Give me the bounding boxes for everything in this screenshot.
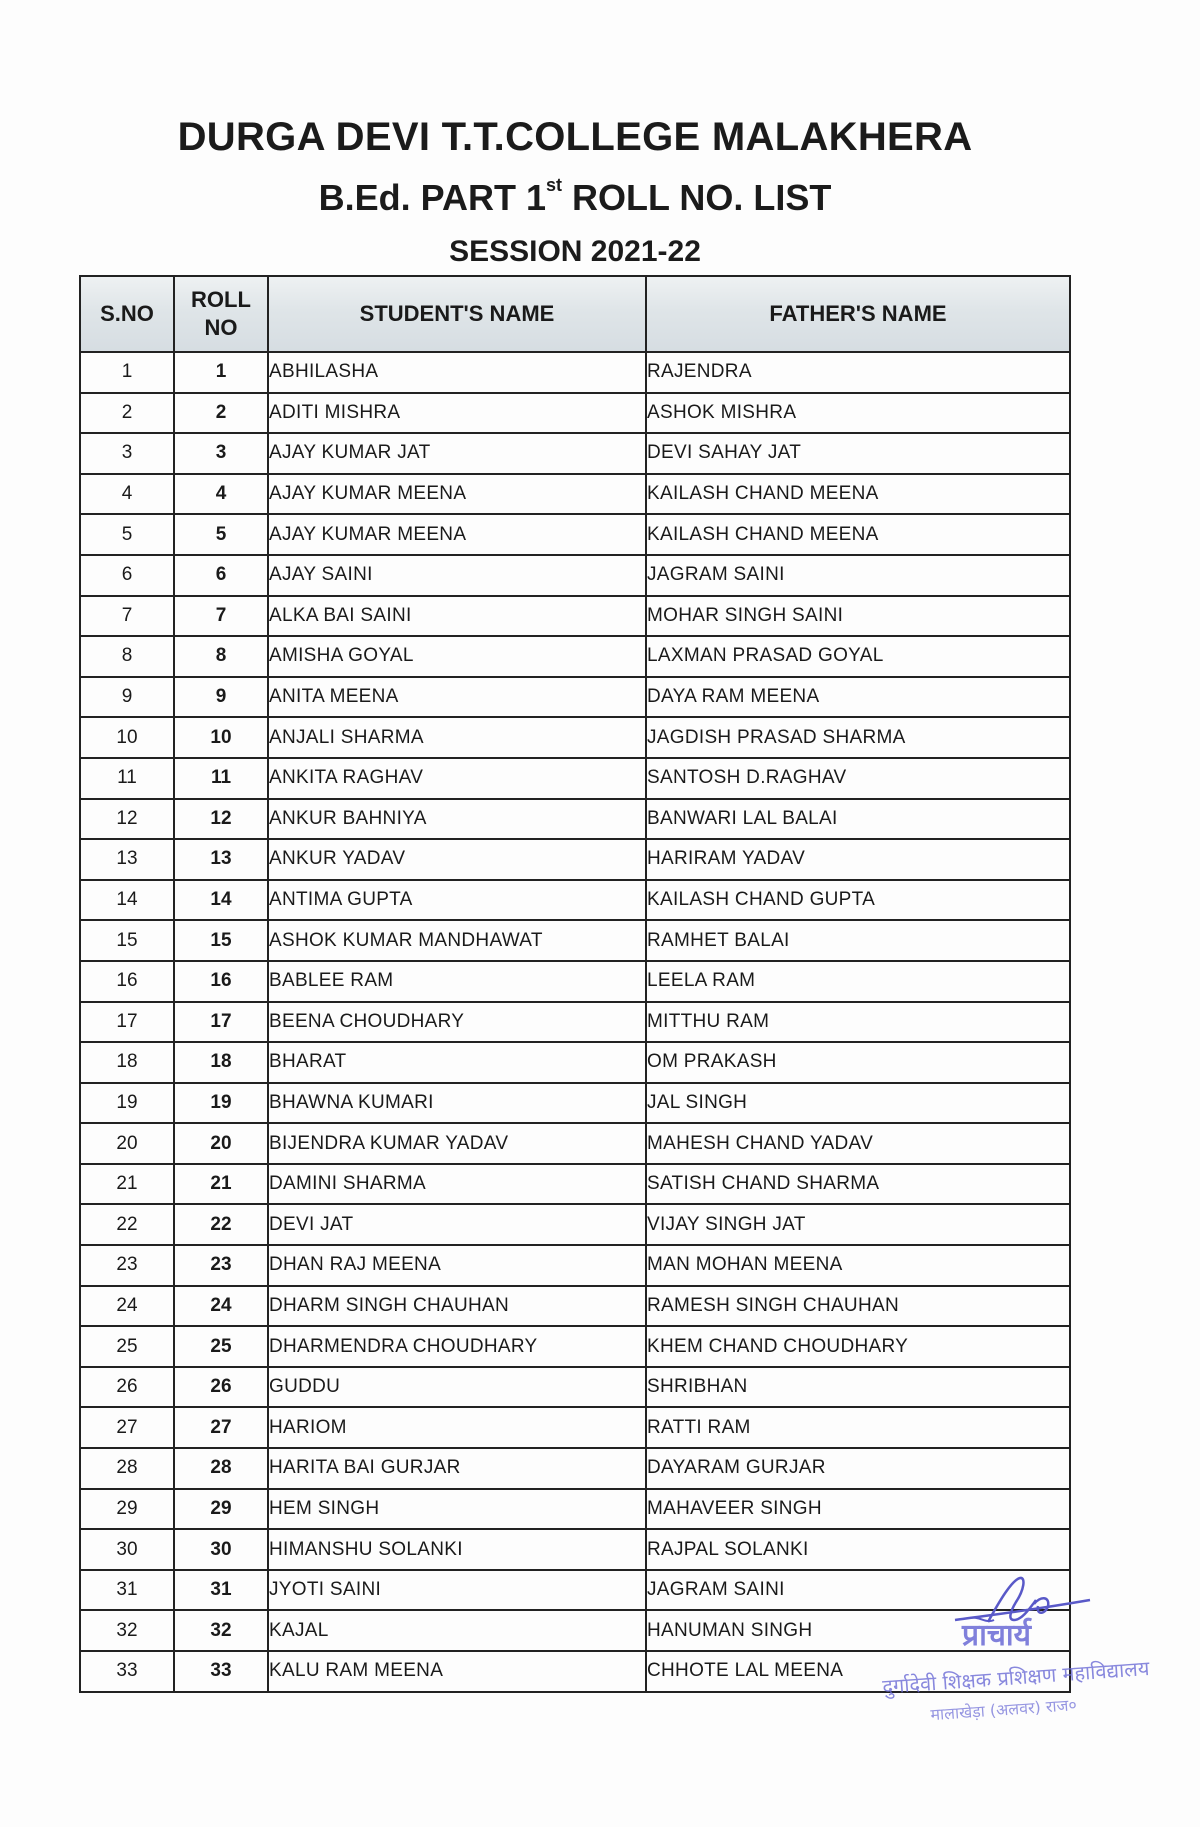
cell-sno: 7: [80, 596, 174, 637]
cell-student-name: DEVI JAT: [268, 1204, 646, 1245]
cell-student-name: KAJAL: [268, 1610, 646, 1651]
cell-roll-no: 2: [174, 393, 268, 434]
table-row: [80, 717, 1070, 758]
column-header-roll-no: [174, 276, 268, 352]
cell-roll-no: 19: [174, 1083, 268, 1124]
cell-sno: 5: [80, 514, 174, 555]
table-row: [80, 1489, 1070, 1530]
cell-roll-no: 30: [174, 1529, 268, 1570]
table-row: [80, 1164, 1070, 1205]
cell-father-name: HANUMAN SINGH: [646, 1610, 1070, 1651]
seal-line-principal: प्राचार्य: [962, 1618, 1032, 1653]
table-row: [80, 514, 1070, 555]
cell-student-name: AJAY KUMAR MEENA: [268, 514, 646, 555]
cell-father-name: RAMHET BALAI: [646, 920, 1070, 961]
table-row: [80, 596, 1070, 637]
cell-father-name: JAL SINGH: [646, 1083, 1070, 1124]
cell-student-name: ANKUR YADAV: [268, 839, 646, 880]
cell-sno: 27: [80, 1407, 174, 1448]
cell-father-name: RATTI RAM: [646, 1407, 1070, 1448]
roll-number-table: [79, 275, 1071, 1693]
cell-sno: 1: [80, 352, 174, 393]
cell-student-name: KALU RAM MEENA: [268, 1651, 646, 1692]
cell-father-name: VIJAY SINGH JAT: [646, 1204, 1070, 1245]
cell-sno: 17: [80, 1002, 174, 1043]
cell-father-name: JAGRAM SAINI: [646, 555, 1070, 596]
cell-sno: 18: [80, 1042, 174, 1083]
cell-student-name: BHARAT: [268, 1042, 646, 1083]
cell-sno: 14: [80, 880, 174, 921]
cell-father-name: LAXMAN PRASAD GOYAL: [646, 636, 1070, 677]
cell-father-name: ASHOK MISHRA: [646, 393, 1070, 434]
cell-sno: 15: [80, 920, 174, 961]
cell-student-name: HIMANSHU SOLANKI: [268, 1529, 646, 1570]
table-row: [80, 1204, 1070, 1245]
column-header-roll-no-label: ROLL NO: [191, 287, 251, 340]
cell-student-name: BEENA CHOUDHARY: [268, 1002, 646, 1043]
cell-student-name: HARITA BAI GURJAR: [268, 1448, 646, 1489]
session-title: SESSION 2021-22: [449, 235, 701, 268]
cell-sno: 16: [80, 961, 174, 1002]
cell-sno: 30: [80, 1529, 174, 1570]
cell-sno: 8: [80, 636, 174, 677]
cell-sno: 29: [80, 1489, 174, 1530]
table-row: [80, 433, 1070, 474]
cell-sno: 31: [80, 1570, 174, 1611]
cell-student-name: DAMINI SHARMA: [268, 1164, 646, 1205]
cell-roll-no: 10: [174, 717, 268, 758]
cell-roll-no: 14: [174, 880, 268, 921]
cell-student-name: BIJENDRA KUMAR YADAV: [268, 1123, 646, 1164]
cell-father-name: MITTHU RAM: [646, 1002, 1070, 1043]
cell-father-name: MAHESH CHAND YADAV: [646, 1123, 1070, 1164]
cell-sno: 11: [80, 758, 174, 799]
table-row: [80, 636, 1070, 677]
cell-sno: 19: [80, 1083, 174, 1124]
cell-roll-no: 6: [174, 555, 268, 596]
cell-father-name: DAYA RAM MEENA: [646, 677, 1070, 718]
table-header-row: [80, 276, 1070, 352]
cell-student-name: ASHOK KUMAR MANDHAWAT: [268, 920, 646, 961]
table-row: [80, 1407, 1070, 1448]
cell-student-name: AJAY KUMAR MEENA: [268, 474, 646, 515]
cell-roll-no: 32: [174, 1610, 268, 1651]
cell-sno: 21: [80, 1164, 174, 1205]
list-title-suffix: ROLL NO. LIST: [562, 177, 832, 218]
cell-sno: 25: [80, 1326, 174, 1367]
cell-student-name: DHAN RAJ MEENA: [268, 1245, 646, 1286]
cell-sno: 4: [80, 474, 174, 515]
cell-roll-no: 4: [174, 474, 268, 515]
cell-father-name: SATISH CHAND SHARMA: [646, 1164, 1070, 1205]
cell-roll-no: 5: [174, 514, 268, 555]
cell-father-name: CHHOTE LAL MEENA: [646, 1651, 1070, 1692]
cell-father-name: LEELA RAM: [646, 961, 1070, 1002]
cell-roll-no: 23: [174, 1245, 268, 1286]
cell-roll-no: 33: [174, 1651, 268, 1692]
table-row: [80, 1448, 1070, 1489]
cell-sno: 33: [80, 1651, 174, 1692]
cell-sno: 9: [80, 677, 174, 718]
cell-sno: 6: [80, 555, 174, 596]
column-header-student-name: STUDENT'S NAME: [268, 276, 646, 352]
cell-student-name: ABHILASHA: [268, 352, 646, 393]
college-title: DURGA DEVI T.T.COLLEGE MALAKHERA: [177, 115, 973, 159]
cell-student-name: DHARMENDRA CHOUDHARY: [268, 1326, 646, 1367]
cell-student-name: AJAY KUMAR JAT: [268, 433, 646, 474]
table-row: [80, 758, 1070, 799]
cell-roll-no: 13: [174, 839, 268, 880]
cell-sno: 10: [80, 717, 174, 758]
table-row: [80, 799, 1070, 840]
cell-sno: 24: [80, 1286, 174, 1327]
cell-father-name: KAILASH CHAND MEENA: [646, 474, 1070, 515]
cell-student-name: GUDDU: [268, 1367, 646, 1408]
cell-student-name: ALKA BAI SAINI: [268, 596, 646, 637]
table-row: [80, 1042, 1070, 1083]
cell-roll-no: 16: [174, 961, 268, 1002]
cell-student-name: ANTIMA GUPTA: [268, 880, 646, 921]
cell-father-name: JAGRAM SAINI: [646, 1570, 1070, 1611]
cell-roll-no: 3: [174, 433, 268, 474]
cell-father-name: JAGDISH PRASAD SHARMA: [646, 717, 1070, 758]
cell-father-name: RAJPAL SOLANKI: [646, 1529, 1070, 1570]
cell-roll-no: 27: [174, 1407, 268, 1448]
table-row: [80, 920, 1070, 961]
cell-father-name: DAYARAM GURJAR: [646, 1448, 1070, 1489]
cell-father-name: MAN MOHAN MEENA: [646, 1245, 1070, 1286]
seal-line-address: मालाखेड़ा (अलवर) राज०: [929, 1695, 1078, 1725]
cell-student-name: ANKITA RAGHAV: [268, 758, 646, 799]
list-title: [0, 177, 1150, 219]
cell-roll-no: 28: [174, 1448, 268, 1489]
cell-sno: 3: [80, 433, 174, 474]
cell-roll-no: 12: [174, 799, 268, 840]
table-row: [80, 1245, 1070, 1286]
cell-father-name: DEVI SAHAY JAT: [646, 433, 1070, 474]
cell-sno: 2: [80, 393, 174, 434]
cell-sno: 22: [80, 1204, 174, 1245]
cell-roll-no: 9: [174, 677, 268, 718]
table-row: [80, 1529, 1070, 1570]
list-title-prefix: B.Ed. PART 1: [318, 177, 546, 218]
cell-sno: 13: [80, 839, 174, 880]
cell-sno: 12: [80, 799, 174, 840]
cell-student-name: AMISHA GOYAL: [268, 636, 646, 677]
cell-sno: 26: [80, 1367, 174, 1408]
cell-student-name: HARIOM: [268, 1407, 646, 1448]
table-row: [80, 677, 1070, 718]
table-row: [80, 961, 1070, 1002]
table-row: [80, 1326, 1070, 1367]
cell-sno: 28: [80, 1448, 174, 1489]
cell-roll-no: 15: [174, 920, 268, 961]
cell-roll-no: 20: [174, 1123, 268, 1164]
cell-father-name: KAILASH CHAND GUPTA: [646, 880, 1070, 921]
cell-student-name: ANJALI SHARMA: [268, 717, 646, 758]
table-row: [80, 1570, 1070, 1611]
cell-roll-no: 25: [174, 1326, 268, 1367]
table-row: [80, 880, 1070, 921]
cell-father-name: OM PRAKASH: [646, 1042, 1070, 1083]
cell-roll-no: 26: [174, 1367, 268, 1408]
cell-father-name: RAMESH SINGH CHAUHAN: [646, 1286, 1070, 1327]
cell-father-name: RAJENDRA: [646, 352, 1070, 393]
cell-roll-no: 24: [174, 1286, 268, 1327]
table-row: [80, 1286, 1070, 1327]
cell-father-name: BANWARI LAL BALAI: [646, 799, 1070, 840]
cell-roll-no: 7: [174, 596, 268, 637]
cell-roll-no: 17: [174, 1002, 268, 1043]
table-row: [80, 1367, 1070, 1408]
column-header-sno: S.NO: [80, 276, 174, 352]
cell-student-name: BHAWNA KUMARI: [268, 1083, 646, 1124]
list-title-ordinal: st: [546, 175, 563, 195]
table-row: [80, 474, 1070, 515]
cell-student-name: ANITA MEENA: [268, 677, 646, 718]
table-body: [80, 352, 1070, 1692]
cell-father-name: KHEM CHAND CHOUDHARY: [646, 1326, 1070, 1367]
table-row: [80, 839, 1070, 880]
seal-line-college: दुर्गादेवी शिक्षक प्रशिक्षण महाविद्यालय: [881, 1656, 1151, 1699]
cell-father-name: SANTOSH D.RAGHAV: [646, 758, 1070, 799]
principal-seal-stamp: [870, 1615, 1200, 1725]
table-row: [80, 1002, 1070, 1043]
cell-student-name: JYOTI SAINI: [268, 1570, 646, 1611]
cell-roll-no: 18: [174, 1042, 268, 1083]
table-row: [80, 393, 1070, 434]
cell-roll-no: 29: [174, 1489, 268, 1530]
table-row: [80, 352, 1070, 393]
cell-sno: 23: [80, 1245, 174, 1286]
cell-student-name: HEM SINGH: [268, 1489, 646, 1530]
table-row: [80, 1083, 1070, 1124]
cell-roll-no: 31: [174, 1570, 268, 1611]
cell-father-name: MAHAVEER SINGH: [646, 1489, 1070, 1530]
cell-roll-no: 21: [174, 1164, 268, 1205]
cell-sno: 32: [80, 1610, 174, 1651]
cell-father-name: MOHAR SINGH SAINI: [646, 596, 1070, 637]
table-row: [80, 555, 1070, 596]
cell-roll-no: 1: [174, 352, 268, 393]
table-row: [80, 1123, 1070, 1164]
cell-father-name: HARIRAM YADAV: [646, 839, 1070, 880]
cell-student-name: AJAY SAINI: [268, 555, 646, 596]
cell-roll-no: 22: [174, 1204, 268, 1245]
cell-roll-no: 11: [174, 758, 268, 799]
cell-sno: 20: [80, 1123, 174, 1164]
cell-roll-no: 8: [174, 636, 268, 677]
cell-student-name: BABLEE RAM: [268, 961, 646, 1002]
cell-father-name: SHRIBHAN: [646, 1367, 1070, 1408]
cell-student-name: ANKUR BAHNIYA: [268, 799, 646, 840]
column-header-father-name: FATHER'S NAME: [646, 276, 1070, 352]
cell-student-name: ADITI MISHRA: [268, 393, 646, 434]
cell-student-name: DHARM SINGH CHAUHAN: [268, 1286, 646, 1327]
cell-father-name: KAILASH CHAND MEENA: [646, 514, 1070, 555]
